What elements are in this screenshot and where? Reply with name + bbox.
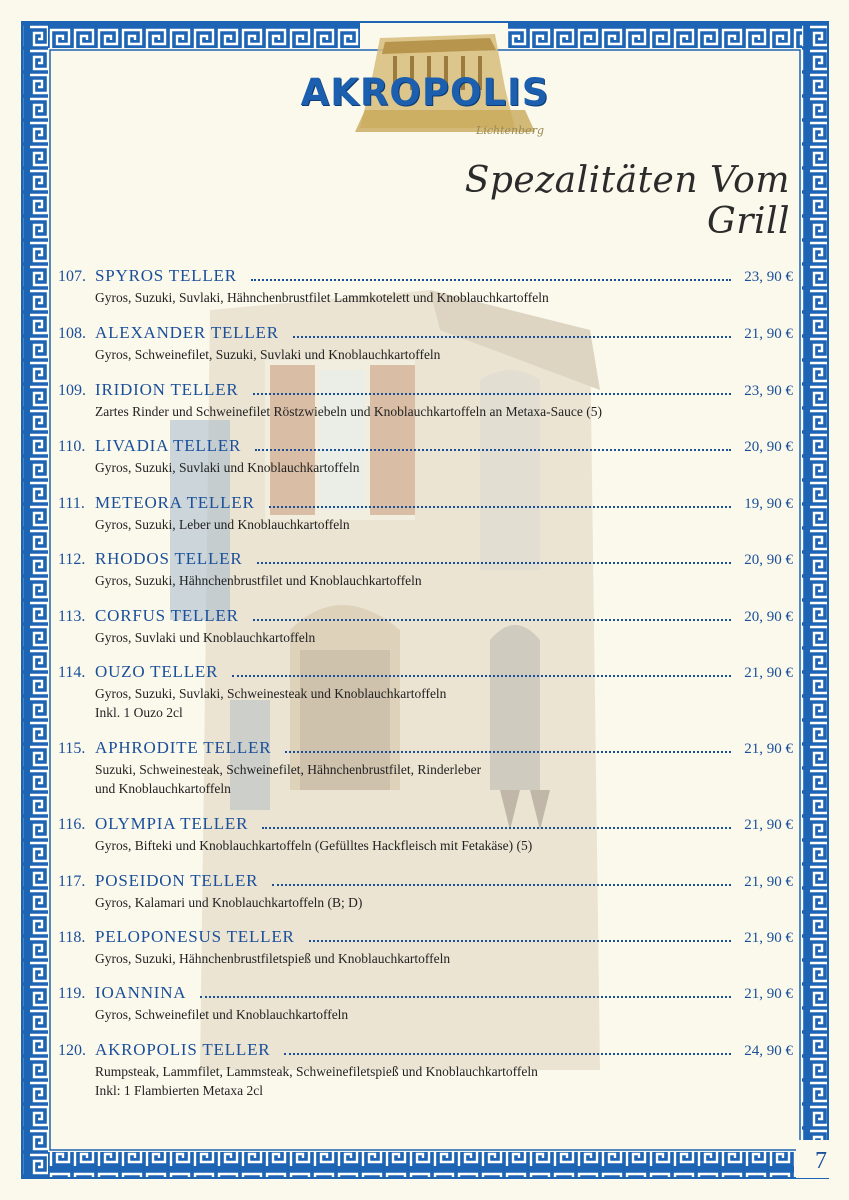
dot-leader [257,561,731,564]
item-price: 19, 90 € [744,496,793,512]
item-price: 20, 90 € [744,609,793,625]
dot-leader [309,939,731,942]
menu-item-header [58,493,793,515]
menu-item-header [58,662,793,684]
item-number: 114. [58,664,86,681]
item-price: 21, 90 € [744,665,793,681]
item-description: Gyros, Suzuki, Suvlaki, Hähnchenbrustfilet Lammkotelett und Knoblauchkartoffeln [95,290,549,305]
menu-item [58,814,793,855]
item-description: Gyros, Suzuki, Suvlaki und Knoblauchkartoffeln [95,460,360,475]
item-description: und Knoblauchkartoffeln [95,781,231,796]
menu-item-header [58,738,793,760]
menu-item-header [58,606,793,628]
menu-item-header [58,1040,793,1062]
item-name: METEORA TELLER [95,493,255,512]
menu-item [58,871,793,912]
item-description: Gyros, Suzuki, Suvlaki, Schweinesteak und Knoblauchkartoffeln [95,686,447,701]
menu-item-header [58,814,793,836]
item-price: 21, 90 € [744,986,793,1002]
menu-item [58,1040,793,1100]
menu-item [58,738,793,798]
menu-item-header [58,436,793,458]
item-price: 20, 90 € [744,552,793,568]
page-number: 7 [815,1148,827,1174]
item-number: 107. [58,268,86,285]
brand-subtitle: Lichtenberg [476,124,544,137]
item-name: APHRODITE TELLER [95,738,272,757]
item-name: RHODOS TELLER [95,549,243,568]
item-number: 115. [58,740,86,757]
item-price: 23, 90 € [744,269,793,285]
dot-leader [272,883,731,886]
item-description: Inkl: 1 Flambierten Metaxa 2cl [95,1083,263,1098]
dot-leader [253,618,731,621]
menu-item [58,493,793,534]
item-description: Inkl. 1 Ouzo 2cl [95,705,183,720]
menu-item-header [58,549,793,571]
item-price: 21, 90 € [744,874,793,890]
menu-item-header [58,380,793,402]
item-description: Gyros, Suvlaki und Knoblauchkartoffeln [95,630,316,645]
item-name: AKROPOLIS TELLER [95,1040,271,1059]
menu-item [58,380,793,421]
item-number: 116. [58,816,86,833]
menu-item [58,606,793,647]
menu-item [58,983,793,1024]
item-description: Gyros, Bifteki und Knoblauchkartoffeln (Gefülltes Hackfleisch mit Fetakäse) (5) [95,838,533,853]
item-price: 21, 90 € [744,817,793,833]
dot-leader [269,505,731,508]
dot-leader [284,1052,731,1055]
item-price: 23, 90 € [744,383,793,399]
item-description: Zartes Rinder und Schweinefilet Röstzwiebeln und Knoblauchkartoffeln an Metaxa-Sauce (5) [95,404,602,419]
item-number: 120. [58,1042,86,1059]
item-description: Gyros, Suzuki, Leber und Knoblauchkartoffeln [95,517,350,532]
menu-item [58,662,793,722]
item-description: Suzuki, Schweinesteak, Schweinefilet, Hähnchenbrustfilet, Rinderleber [95,762,482,777]
item-name: SPYROS TELLER [95,266,237,285]
menu-item-header [58,323,793,345]
item-number: 113. [58,608,86,625]
item-price: 21, 90 € [744,930,793,946]
brand-logo [300,28,550,138]
brand-name: AKROPOLIS [300,71,550,114]
menu-item [58,549,793,590]
item-name: OLYMPIA TELLER [95,814,249,833]
menu-item [58,323,793,364]
item-number: 108. [58,325,86,342]
item-number: 112. [58,551,86,568]
menu-item-header [58,266,793,288]
item-description: Gyros, Schweinefilet und Knoblauchkartoffeln [95,1007,349,1022]
item-name: LIVADIA TELLER [95,436,242,455]
item-number: 109. [58,382,86,399]
item-description: Gyros, Suzuki, Hähnchenbrustfilet und Knoblauchkartoffeln [95,573,422,588]
item-description: Gyros, Schweinefilet, Suzuki, Suvlaki und Knoblauchkartoffeln [95,347,441,362]
dot-leader [232,674,731,677]
item-name: POSEIDON TELLER [95,871,259,890]
item-name: OUZO TELLER [95,662,219,681]
menu-item-header [58,871,793,893]
dot-leader [293,335,731,338]
menu-item-header [58,983,793,1005]
item-number: 119. [58,985,86,1002]
item-price: 21, 90 € [744,326,793,342]
dot-leader [251,278,731,281]
item-name: CORFUS TELLER [95,606,239,625]
item-number: 110. [58,438,86,455]
dot-leader [200,995,731,998]
item-name: ALEXANDER TELLER [95,323,279,342]
item-description: Gyros, Suzuki, Hähnchenbrustfiletspieß und Knoblauchkartoffeln [95,951,451,966]
menu-item [58,266,793,307]
item-name: IOANNINA [95,983,187,1002]
dot-leader [255,448,731,451]
item-name: IRIDION TELLER [95,380,239,399]
item-number: 118. [58,929,86,946]
menu-item [58,436,793,477]
item-price: 24, 90 € [744,1043,793,1059]
dot-leader [262,826,731,829]
item-description: Rumpsteak, Lammfilet, Lammsteak, Schweinefiletspieß und Knoblauchkartoffeln [95,1064,538,1079]
menu-item [58,927,793,968]
item-number: 111. [58,495,85,512]
section-title: Spezalitäten Vom Grill [464,160,790,242]
menu-item-header [58,927,793,949]
dot-leader [285,750,731,753]
item-price: 20, 90 € [744,439,793,455]
item-description: Gyros, Kalamari und Knoblauchkartoffeln (B; D) [95,895,363,910]
dot-leader [253,392,731,395]
item-name: PELOPONESUS TELLER [95,927,295,946]
item-number: 117. [58,873,86,890]
item-price: 21, 90 € [744,741,793,757]
